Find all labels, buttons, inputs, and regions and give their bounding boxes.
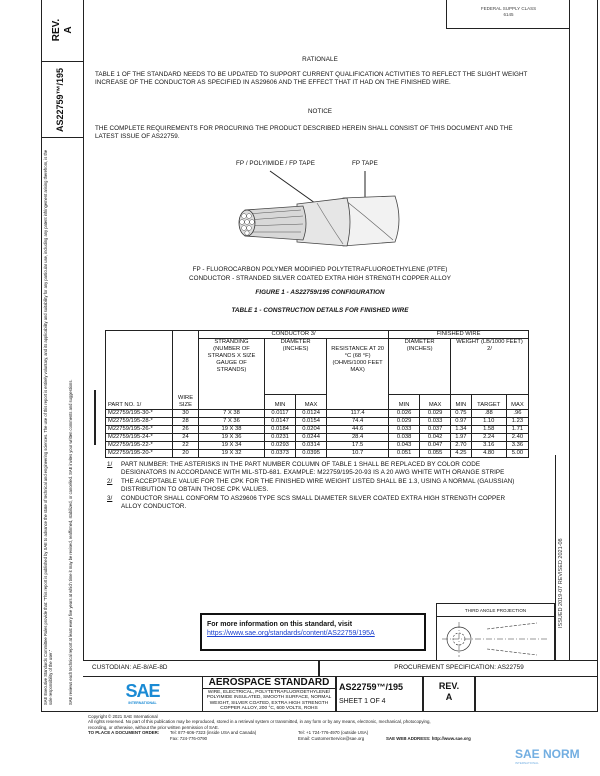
table-row <box>106 417 529 425</box>
table-cell: 19 X 32 <box>199 449 265 457</box>
table-cell: M22759/195-30-* <box>106 409 173 417</box>
table-cell: 0.0244 <box>296 433 327 441</box>
doc-number: AS22759™/195 <box>339 682 404 692</box>
table-cell: 0.0314 <box>296 441 327 449</box>
order-label: TO PLACE A DOCUMENT ORDER: <box>88 730 160 736</box>
h-max: MAX <box>506 395 528 410</box>
table-cell: 0.047 <box>420 441 451 449</box>
h-cond-diameter: DIAMETER (INCHES) <box>265 339 327 395</box>
notice-heading: NOTICE <box>307 108 333 115</box>
table-cell: 117.4 <box>327 409 389 417</box>
table-cell: 0.75 <box>451 409 471 417</box>
group-finished: FINISHED WIRE <box>389 331 529 339</box>
notice-text: THE COMPLETE REQUIREMENTS FOR PROCURING THE PRODUCT DESCRIBED HEREIN SHALL CONSIST OF THIS DOCUMENT AND THE LATEST ISSUE OF AS22759. <box>95 125 513 141</box>
table-cell: M22759/195-22-* <box>106 441 173 449</box>
table-cell: 0.0204 <box>296 425 327 433</box>
table-cell: 74.4 <box>327 417 389 425</box>
table-cell: 5.00 <box>506 449 528 457</box>
table-cell: 0.0373 <box>265 449 296 457</box>
rev-label: REV. <box>438 681 460 691</box>
table-cell: 2.40 <box>506 433 528 441</box>
table-cell: 10.7 <box>327 449 389 457</box>
note-text: THE ACCEPTABLE VALUE FOR THE CPK FOR THE FINISHED WIRE WEIGHT LISTED SHALL BE 1.3, USING A NORMAL (GAUSSIAN) DISTRIBUTION TO OBTAIN THOSE CPK VALUES. <box>121 477 515 494</box>
table-title: TABLE 1 - CONSTRUCTION DETAILS FOR FINISHED WIRE <box>231 307 409 314</box>
table-cell: 0.043 <box>389 441 420 449</box>
table-cell: 0.029 <box>420 409 451 417</box>
table-cell: 0.033 <box>420 417 451 425</box>
custodian: CUSTODIAN: AE-8/AE-8D <box>92 664 168 671</box>
group-conductor: CONDUCTOR 3/ <box>199 331 389 339</box>
issued-dates: ISSUED 2019-07 REVISED 2021-08 <box>558 538 564 628</box>
table-section <box>90 307 550 511</box>
web-address: SAE WEB ADDRESS: http://www.sae.org <box>386 735 471 741</box>
side-disclaimer-1: SAE Executive Standards Committee Rules provide that: "This report is published by SAE to advance the state of technical and engineering sciences. The use of this report is entirely voluntary, and its applicability and suitability for any particular use, including any patent infringement arising therefrom, is the sole responsibility of the user." <box>43 149 53 705</box>
divider <box>335 677 337 712</box>
table-cell: 0.037 <box>420 425 451 433</box>
table-cell: 3.16 <box>471 441 506 449</box>
table-cell: 0.026 <box>389 409 420 417</box>
table-cell: 24 <box>173 433 199 441</box>
note-text: CONDUCTOR SHALL CONFORM TO AS29606 TYPE SCS SMALL DIAMETER SILVER COATED EXTRA HIGH STRENGTH COPPER ALLOY CONDUCTOR. <box>121 494 506 510</box>
table-cell: M22759/195-20-* <box>106 449 173 457</box>
projection-label: THIRD ANGLE PROJECTION <box>437 604 554 617</box>
figure-caption: FIGURE 1 - AS22759/195 CONFIGURATION <box>255 289 385 296</box>
h-min: MIN <box>389 395 420 410</box>
table-cell: 1.97 <box>451 433 471 441</box>
aerospace-standard-heading: AEROSPACE STANDARD <box>203 677 335 689</box>
footer <box>88 714 598 741</box>
h-part: PART NO. 1/ <box>106 395 173 410</box>
side-rev-label: REV. <box>51 18 62 42</box>
table-cell: 0.038 <box>389 433 420 441</box>
rights: All rights reserved. No part of this publication may be reproduced, stored in a retrieval system or transmitted, in any form or by any means, electronic, mechanical, photocopying, <box>88 719 431 725</box>
third-angle-projection-icon <box>437 617 554 659</box>
table-cell: 1.23 <box>506 417 528 425</box>
table-cell: 0.055 <box>420 449 451 457</box>
table-cell: 28.4 <box>327 433 389 441</box>
wire-illustration <box>225 170 405 260</box>
table-cell: 22 <box>173 441 199 449</box>
divider <box>474 677 476 712</box>
table-cell: 7 X 38 <box>199 409 265 417</box>
note-number: 1/ <box>107 460 113 468</box>
table-cell: 44.6 <box>327 425 389 433</box>
projection-box <box>436 603 555 660</box>
table-cell: 4.25 <box>451 449 471 457</box>
figure-legend-2: CONDUCTOR - STRANDED SILVER COATED EXTRA HIGH STRENGTH COPPER ALLOY <box>189 275 451 282</box>
fsc-value: 6145 <box>503 12 514 17</box>
figure-legend-1: FP - FLUOROCARBON POLYMER MODIFIED POLYTETRAFLUOROETHYLENE (PTFE) <box>192 266 448 273</box>
table-cell: .88 <box>471 409 506 417</box>
h-stranding: STRANDING (NUMBER OF STRANDS X SIZE GAUGE OF STRANDS) <box>199 339 265 410</box>
table-cell: 26 <box>173 425 199 433</box>
blank-cell <box>173 331 199 395</box>
side-doc-number: AS22759™/195 <box>55 67 65 132</box>
fsc-box <box>446 0 570 29</box>
h-target: TARGET <box>471 395 506 410</box>
title-description: WIRE, ELECTRICAL, POLYTETRAFLUOROETHYLENE/ POLYIMIDE INSULATED, SMOOTH SURFACE, NORMAL WEIGHT, SILVER COATED, EXTRA HIGH STRENGTH COPPER ALLOY, 200 °C, 600 VOLTS, ROHS <box>206 689 332 711</box>
rev-box <box>424 681 474 703</box>
table-cell: 0.0124 <box>296 409 327 417</box>
tel-intl: Tel: +1 724-776-4970 (outside USA) <box>298 730 369 736</box>
email: Email: CustomerService@sae.org <box>298 735 365 741</box>
side-disclaimer-2: SAE reviews each technical report at least every five years at which time it may be revised, reaffirmed, stabilized, or cancelled. SAE invites your written comments and suggestions. <box>68 379 73 705</box>
note-number: 2/ <box>107 477 113 485</box>
sheet-number: SHEET 1 OF 4 <box>339 698 386 705</box>
table-cell: 0.0293 <box>265 441 296 449</box>
table-row <box>106 441 529 449</box>
table-cell: 3.36 <box>506 441 528 449</box>
rights-2: recording, or otherwise, without the prior written permission of SAE. <box>88 724 220 730</box>
figure-label-inner: FP / POLYIMIDE / FP TAPE <box>236 160 316 167</box>
table-cell: 4.80 <box>471 449 506 457</box>
sae-logo-text: SAE <box>125 681 160 701</box>
table-cell: 0.042 <box>420 433 451 441</box>
table-cell: 17.5 <box>327 441 389 449</box>
side-rev-value: A <box>63 26 74 34</box>
table-cell: .96 <box>506 409 528 417</box>
table-cell: M22759/195-28-* <box>106 417 173 425</box>
note <box>107 495 527 512</box>
table-cell: 0.0231 <box>265 433 296 441</box>
h-min: MIN <box>451 395 471 410</box>
table-cell: 0.033 <box>389 425 420 433</box>
table-cell: 0.0154 <box>296 417 327 425</box>
h-weight: WEIGHT (LB/1000 FEET) 2/ <box>451 339 529 395</box>
side-doc-box <box>41 62 83 138</box>
table-row <box>106 425 529 433</box>
table-cell: 0.97 <box>451 417 471 425</box>
table-row <box>106 449 529 457</box>
rev-value: A <box>445 692 453 702</box>
sae-logo <box>83 677 203 712</box>
note <box>107 461 527 478</box>
table-cell: 2.70 <box>451 441 471 449</box>
fax: Fax: 724-776-0790 <box>170 735 208 741</box>
spacer <box>88 736 170 741</box>
watermark-sub: INTERNATIONAL <box>515 761 539 765</box>
table-cell: 0.051 <box>389 449 420 457</box>
table-cell: 20 <box>173 449 199 457</box>
table-cell: 1.71 <box>506 425 528 433</box>
table-notes <box>107 461 527 511</box>
table-cell: 19 X 36 <box>199 433 265 441</box>
fsc-label: FEDERAL SUPPLY CLASS <box>480 6 537 11</box>
table-cell: 19 X 38 <box>199 425 265 433</box>
table-cell: 1.58 <box>471 425 506 433</box>
table-cell: 0.0184 <box>265 425 296 433</box>
construction-table <box>105 330 529 458</box>
table-cell: 28 <box>173 417 199 425</box>
table-cell: 1.10 <box>471 417 506 425</box>
table-cell: 30 <box>173 409 199 417</box>
watermark-text: SAE NORM <box>515 747 580 761</box>
note-text: PART NUMBER: THE ASTERISKS IN THE PART NUMBER COLUMN OF TABLE 1 SHALL BE REPLACED BY COLOR CODE DESIGNATORS IN ACCORDANCE WITH MIL-STD-681. EXAMPLE: M22759/195-20-93 IS A 20 AWG WHITE WITH ORANGE STRIPE <box>121 460 505 477</box>
figure-label-outer: FP TAPE <box>352 160 378 167</box>
copyright: Copyright © 2021 SAE International <box>88 714 158 719</box>
h-max: MAX <box>420 395 451 410</box>
rationale-heading: RATIONALE <box>302 56 338 63</box>
table-cell: 1.34 <box>451 425 471 433</box>
note-number: 3/ <box>107 494 113 502</box>
table-cell: 0.029 <box>389 417 420 425</box>
sae-logo-sub: INTERNATIONAL <box>128 701 157 705</box>
table-cell: 0.0395 <box>296 449 327 457</box>
h-wire-size: WIRE SIZE <box>173 395 199 410</box>
sae-norm-watermark <box>515 748 580 765</box>
h-fin-diameter: DIAMETER (INCHES) <box>389 339 451 395</box>
h-max: MAX <box>296 395 327 410</box>
table-cell: 0.0117 <box>265 409 296 417</box>
table-cell: 19 X 34 <box>199 441 265 449</box>
procurement-spec: PROCUREMENT SPECIFICATION: AS22759 <box>394 664 524 671</box>
table-cell: 2.24 <box>471 433 506 441</box>
table-row <box>106 409 529 417</box>
side-rev-box <box>41 0 83 62</box>
table-cell: 0.0147 <box>265 417 296 425</box>
standard-link[interactable]: https://www.sae.org/standards/content/AS22759/195A <box>207 630 375 637</box>
tel-domestic: Tel: 877-606-7323 (inside USA and Canada) <box>170 730 257 736</box>
table-cell: M22759/195-24-* <box>106 433 173 441</box>
rationale-text: TABLE 1 OF THE STANDARD NEEDS TO BE UPDATED TO SUPPORT CURRENT QUALIFICATION ACTIVITIES TO REFLECT THE SLIGHT WEIGHT INCREASE OF THE CONDUCTOR AS SPECIFIED IN AS29606 AND THE EFFECT THAT IT HAD ON THE FINISHED WIRE. <box>95 71 528 87</box>
table-row <box>106 433 529 441</box>
table-cell: M22759/195-26-* <box>106 425 173 433</box>
info-box <box>200 613 426 651</box>
h-min: MIN <box>265 395 296 410</box>
side-rev-group <box>51 8 75 52</box>
h-resistance: RESISTANCE AT 20 °C (68 °F) (OHMS/1000 FEET MAX) <box>327 339 389 410</box>
contact-row <box>88 736 598 741</box>
note <box>107 478 527 495</box>
info-text: For more information on this standard, visit <box>207 621 353 628</box>
table-cell: 7 X 36 <box>199 417 265 425</box>
blank-cell <box>106 331 173 395</box>
